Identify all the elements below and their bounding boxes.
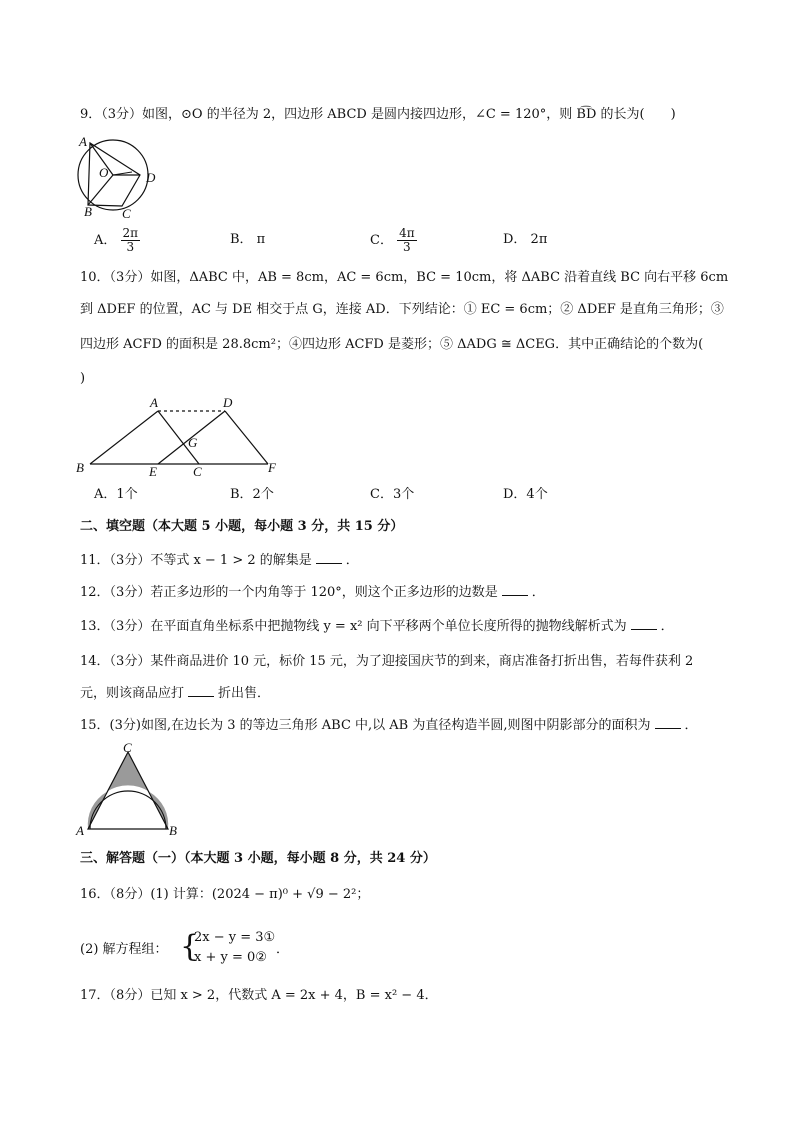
q14-line1: 14．（3分）某件商品进价 10 元，标价 15 元，为了迎接国庆节的到来，商店准备打折出售，若每件获利 2 [80, 654, 694, 669]
q16-brace: { [180, 929, 200, 964]
q16-equation-2: x + y = 0② [194, 950, 267, 965]
q10-label-d: D [223, 395, 233, 410]
q9-label-a: A [79, 134, 87, 149]
q11-text: 11．（3分）不等式 x − 1 > 2 的解集是 [80, 553, 312, 568]
q16-part1: 16．（8分）(1) 计算：(2024 − π)⁰ + √9 − 2²； [80, 887, 370, 902]
q10-option-a[interactable]: A．1个 [94, 487, 138, 502]
q11-answer-blank[interactable] [316, 553, 342, 564]
q10-label-g: G [188, 435, 198, 450]
q15-triangle-figure [72, 742, 184, 838]
q10-label-c: C [193, 464, 202, 476]
q9-stem: 9．（3分）如图，⊙O 的半径为 2，四边形 ABCD 是圆内接四边形，∠C = 120°，则 B͡D 的长为( ) [80, 107, 676, 122]
q12-answer-blank[interactable] [502, 585, 528, 596]
q12-text: 12．（3分）若正多边形的一个内角等于 120°，则这个正多边形的边数是 [80, 585, 498, 600]
q10-triangle-figure [70, 392, 290, 476]
q10-option-d[interactable]: D．4个 [503, 487, 548, 502]
q10-option-c[interactable]: C．3个 [370, 487, 415, 502]
q14-line2: 元，则该商品应打 折出售． [80, 686, 271, 701]
q15: 15．(3分)如图,在边长为 3 的等边三角形 ABC 中,以 AB 为直径构造半圆,则图中阴影部分的面积为 ． [80, 718, 698, 733]
q9-label-d: D [146, 170, 156, 185]
q15-text: 15．(3分)如图,在边长为 3 的等边三角形 ABC 中,以 AB 为直径构造半圆,则图中阴影部分的面积为 [80, 718, 651, 733]
q13-answer-blank[interactable] [631, 619, 657, 630]
q11: 11．（3分）不等式 x − 1 > 2 的解集是 ． [80, 553, 359, 568]
q9-option-a-label: A． [94, 233, 117, 248]
section2-title: 二、填空题（本大题 5 小题，每小题 3 分，共 15 分） [80, 519, 404, 534]
q10-option-b[interactable]: B．2个 [230, 487, 274, 502]
q10-label-b: B [76, 460, 84, 475]
q9-option-c[interactable] [370, 226, 417, 256]
q10-line2: 到 ΔDEF 的位置，AC 与 DE 相交于点 G，连接 AD．下列结论：① EC = 6cm；② ΔDEF 是直角三角形；③ [80, 302, 724, 317]
q9-label-b: B [84, 204, 92, 219]
q15-label-c: C [123, 742, 132, 755]
q9-option-a-fraction: $\frac{2\pi}{3}$ [122, 226, 139, 254]
q13: 13．（3分）在平面直角坐标系中把抛物线 y = x² 向下平移两个单位长度所得的抛物线解析式为 ． [80, 619, 674, 634]
q9-option-c-fraction: $\frac{4\pi}{3}$ [399, 226, 415, 254]
q10-label-a: A [150, 395, 158, 410]
q9-option-d[interactable]: D． 2π [503, 232, 548, 247]
q10-line3: 四边形 ACFD 的面积是 28.8cm²；④四边形 ACFD 是菱形；⑤ ΔADG ≅ ΔCEG．其中正确结论的个数为( [80, 337, 704, 352]
q9-option-a[interactable] [94, 226, 140, 256]
q15-label-b: B [169, 823, 177, 838]
q10-label-f: F [268, 460, 276, 475]
q10-line4: ) [80, 371, 86, 386]
q10-label-e: E [149, 464, 157, 476]
q9-option-c-label: C． [370, 233, 393, 248]
q17-text: 17．（8分）已知 x > 2，代数式 A = 2x + 4，B = x² − 4． [80, 988, 438, 1003]
q14-answer-blank[interactable] [188, 686, 214, 697]
q9-option-b[interactable]: B． π [230, 232, 266, 247]
q9-label-c: C [122, 206, 131, 221]
q9-circle-figure [72, 132, 164, 222]
q16-equation-1: 2x − y = 3① [194, 930, 276, 945]
q12: 12．（3分）若正多边形的一个内角等于 120°，则这个正多边形的边数是 ． [80, 585, 545, 600]
q10-line1: 10．（3分）如图，ΔABC 中，AB = 8cm，AC = 6cm，BC = 10cm，将 ΔABC 沿着直线 BC 向右平移 6cm [80, 270, 729, 285]
section3-title: 三、解答题（一）（本大题 3 小题，每小题 8 分，共 24 分） [80, 851, 436, 866]
q13-text: 13．（3分）在平面直角坐标系中把抛物线 y = x² 向下平移两个单位长度所得的抛物线解析式为 [80, 619, 627, 634]
q9-label-o: O [99, 165, 109, 180]
q16-part2-label: (2) 解方程组： [80, 942, 168, 957]
q15-answer-blank[interactable] [655, 718, 681, 729]
q15-label-a: A [76, 823, 84, 838]
